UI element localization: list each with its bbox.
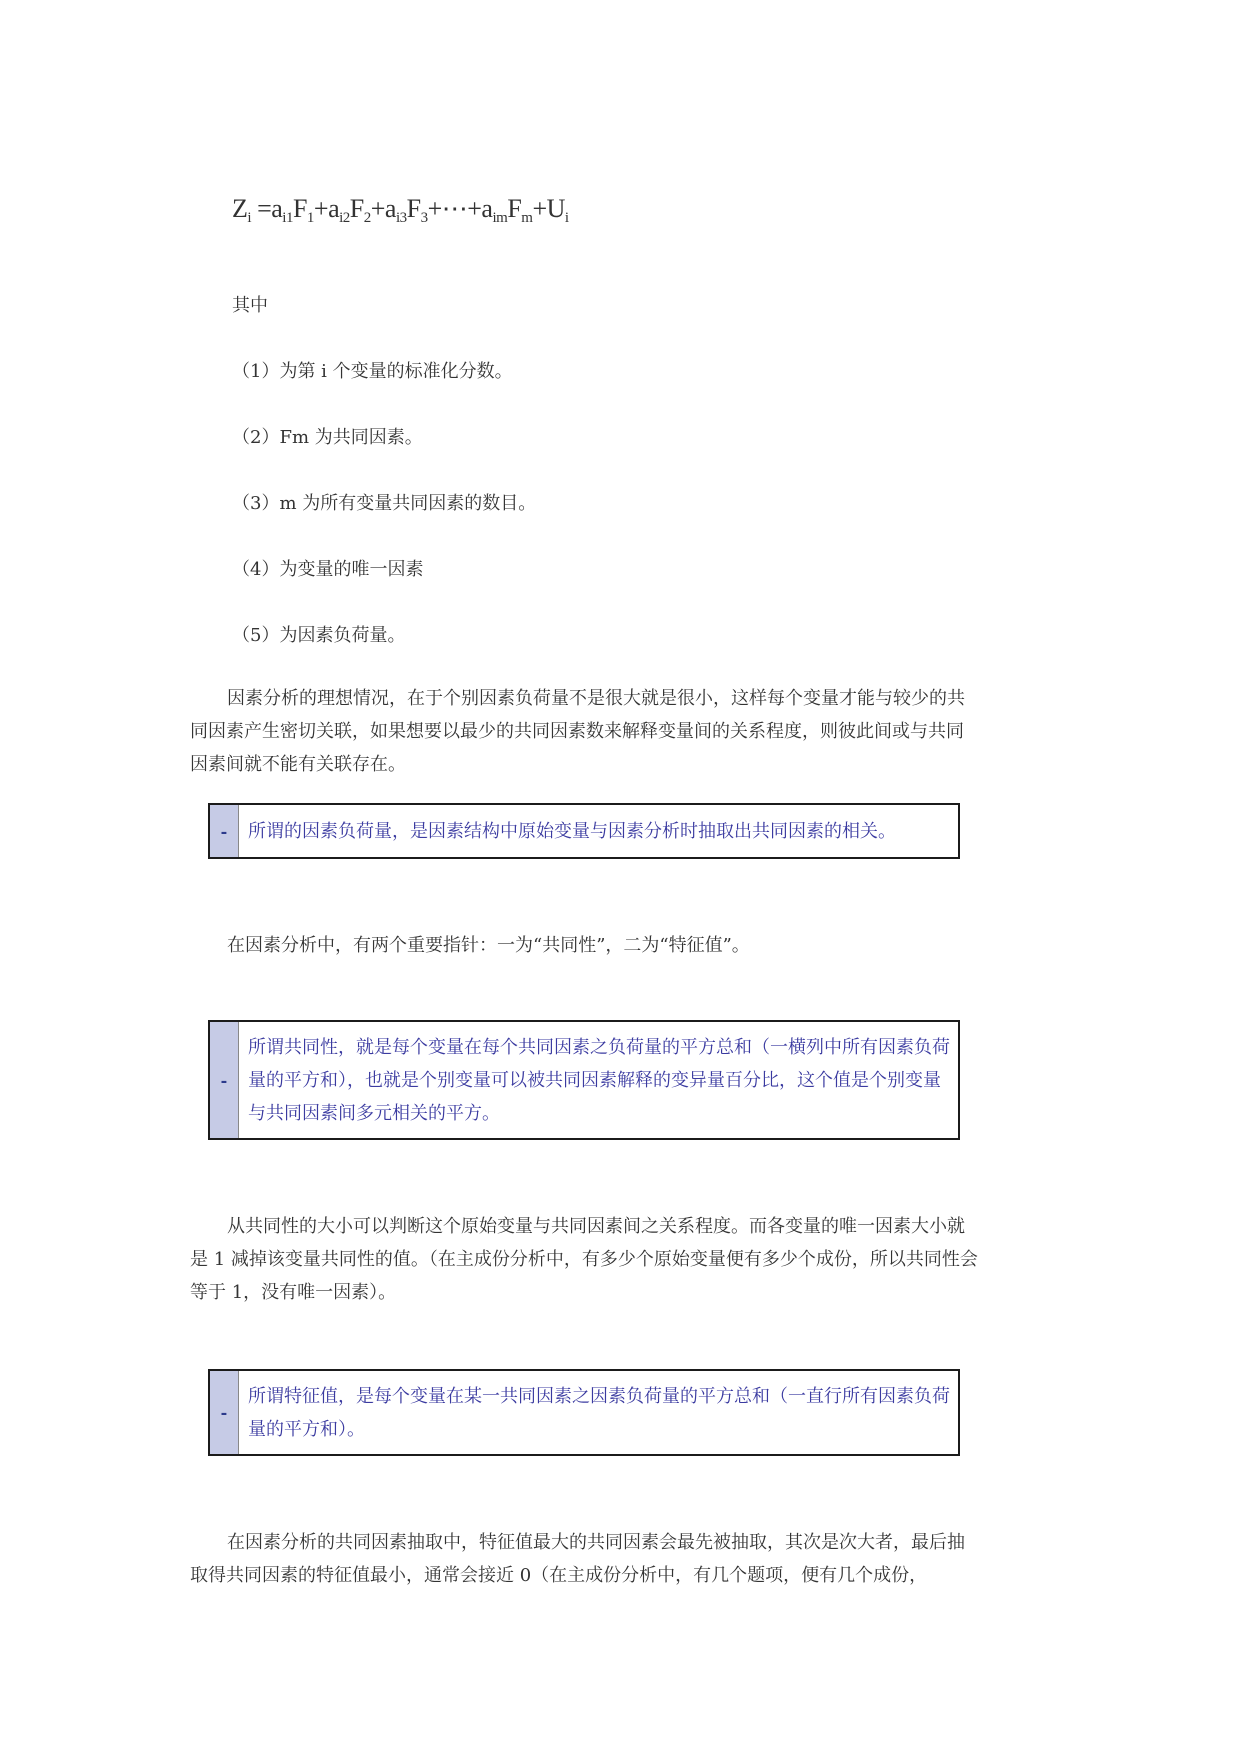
paragraph-ideal-situation: 因素分析的理想情况，在于个别因素负荷量不是很大就是很小，这样每个变量才能与较少的共同因素产生密切关联，如果想要以最少的共同因素数来解释变量间的关系程度，则彼此间或与共同因素间就不能有关联存在。 (190, 688, 965, 775)
factor-model-formula: $Z_i$ $=a_{i1}F_1+a_{i2}F_2+a_{i3}F_3+\cdots+a_{im}F_m+U_i$ (232, 194, 569, 226)
definition-item-1: （1）为第 i 个变量的标准化分数。 (232, 361, 513, 382)
definition-item-5: （5）为因素负荷量。 (232, 625, 406, 646)
note-factor-loading (208, 803, 960, 859)
paragraph-communality-size: 从共同性的大小可以判断这个原始变量与共同因素间之关系程度。而各变量的唯一因素大小就是 1 减掉该变量共同性的值。（在主成份分析中，有多少个原始变量便有多少个成份，所以共同性会等于 1，没有唯一因素）。 (190, 1216, 978, 1303)
note-text: 所谓共同性，就是每个变量在每个共同因素之负荷量的平方总和（一横列中所有因素负荷量的平方和），也就是个别变量可以被共同因素解释的变异量百分比，这个值是个别变量与共同因素间多元相关的平方。 (248, 1037, 950, 1124)
note-communality (208, 1020, 960, 1140)
note-marker: - (210, 805, 239, 857)
note-text: 所谓特征值，是每个变量在某一共同因素之因素负荷量的平方总和（一直行所有因素负荷量的平方和）。 (248, 1386, 950, 1440)
note-marker: - (210, 1022, 239, 1138)
definition-item-3: （3）m 为所有变量共同因素的数目。 (232, 493, 537, 514)
note-text: 所谓的因素负荷量，是因素结构中原始变量与因素分析时抽取出共同因素的相关。 (248, 821, 896, 842)
definition-item-4: （4）为变量的唯一因素 (232, 559, 424, 580)
where-label: 其中 (232, 295, 268, 316)
paragraph-extraction-order: 在因素分析的共同因素抽取中，特征值最大的共同因素会最先被抽取，其次是次大者，最后抽取得共同因素的特征值最小，通常会接近 0（在主成份分析中，有几个题项，便有几个成份， (190, 1532, 965, 1586)
note-eigenvalue (208, 1369, 960, 1456)
definition-item-2: （2）Fm 为共同因素。 (232, 427, 423, 448)
note-marker: - (210, 1371, 239, 1454)
paragraph-two-indicators: 在因素分析中，有两个重要指针：一为“共同性”，二为“特征值”。 (227, 935, 750, 956)
